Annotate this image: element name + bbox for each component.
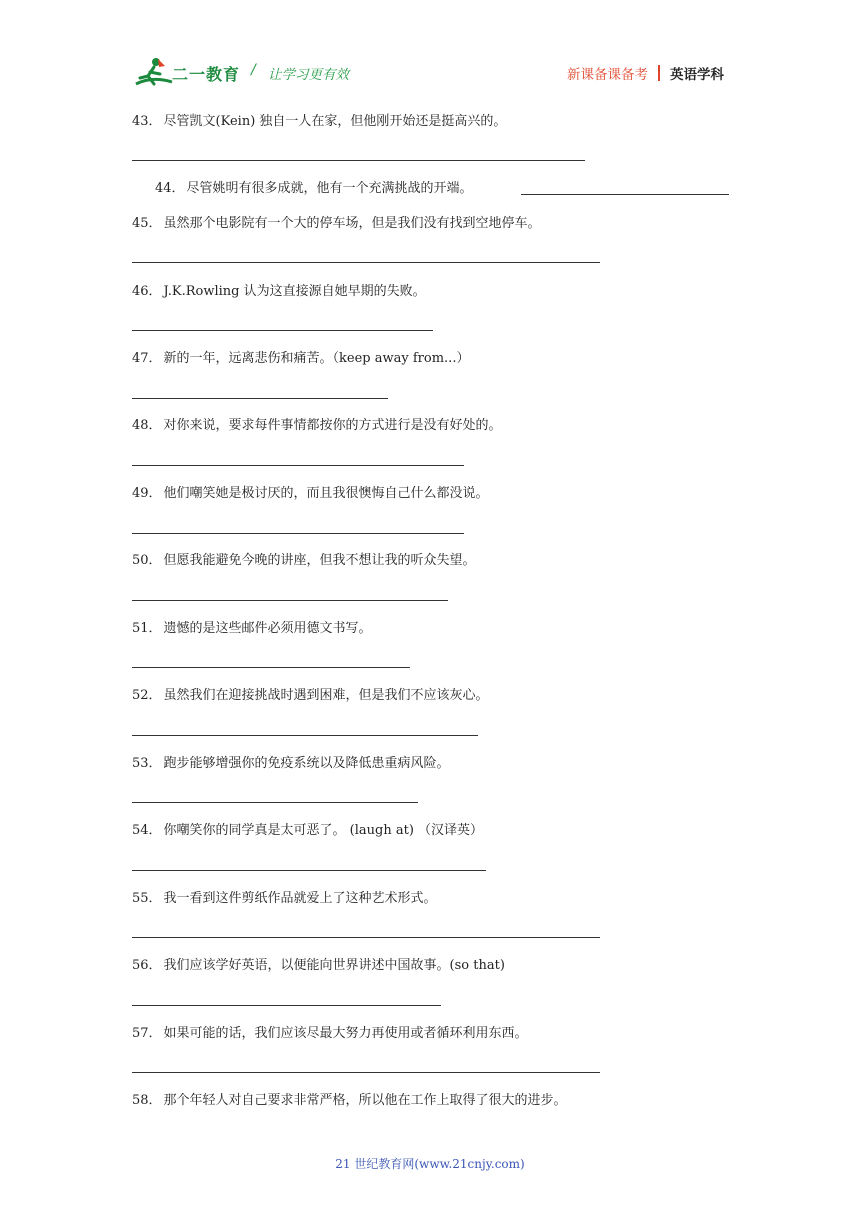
question-57: [132, 1025, 528, 1043]
page-footer: 21 世纪教育网(www.21cnjy.com): [335, 1157, 525, 1171]
question-53: [132, 755, 450, 773]
answer-line-54[interactable]: [132, 870, 486, 871]
header-right: [567, 63, 724, 83]
question-45: [132, 215, 541, 233]
question-number: 43．: [132, 114, 162, 129]
question-46: [132, 283, 426, 301]
question-number: 50．: [132, 553, 162, 568]
answer-line-53[interactable]: [132, 802, 418, 803]
answer-line-45[interactable]: [132, 262, 600, 263]
question-text: 我们应该学好英语，以便能向世界讲述中国故事。(so that): [163, 958, 505, 973]
question-number: 46．: [132, 284, 162, 299]
answer-line-43[interactable]: [132, 160, 585, 161]
header-divider: [658, 65, 660, 81]
question-number: 56．: [132, 958, 162, 973]
logo-text: 二一教育: [172, 65, 241, 84]
answer-line-56[interactable]: [132, 1005, 441, 1006]
question-text: 尽管凯文(Kein) 独自一人在家，但他刚开始还是挺高兴的。: [163, 114, 507, 129]
answer-line-47[interactable]: [132, 398, 388, 399]
answer-line-51[interactable]: [132, 667, 410, 668]
question-text: 新的一年，远离悲伤和痛苦。（keep away from...）: [163, 351, 470, 366]
question-text: 虽然那个电影院有一个大的停车场，但是我们没有找到空地停车。: [163, 216, 541, 231]
answer-line-48[interactable]: [132, 465, 464, 466]
slogan: 让学习更有效: [268, 67, 349, 83]
answer-line-46[interactable]: [132, 330, 433, 331]
answer-line-57[interactable]: [132, 1072, 600, 1073]
question-number: 58．: [132, 1093, 162, 1108]
question-text: 尽管姚明有很多成就，他有一个充满挑战的开端。: [186, 181, 473, 196]
question-text: 如果可能的话，我们应该尽最大努力再使用或者循环利用东西。: [163, 1026, 528, 1041]
answer-line-52[interactable]: [132, 735, 478, 736]
question-text: 那个年轻人对自己要求非常严格，所以他在工作上取得了很大的进步。: [163, 1093, 567, 1108]
subject-label: 英语学科: [670, 67, 724, 83]
question-text: 遗憾的是这些邮件必须用德文书写。: [163, 621, 372, 636]
course-label: 新课备课备考: [567, 67, 648, 83]
question-54: [132, 822, 483, 840]
question-51: [132, 620, 372, 638]
question-text: 跑步能够增强你的免疫系统以及降低患重病风险。: [163, 756, 450, 771]
question-number: 57．: [132, 1026, 162, 1041]
question-52: [132, 687, 489, 705]
question-text: 虽然我们在迎接挑战时遇到困难，但是我们不应该灰心。: [163, 688, 489, 703]
question-text: 你嘲笑你的同学真是太可恶了。 (laugh at) （汉译英）: [163, 823, 484, 838]
question-number: 54．: [132, 823, 162, 838]
answer-line-50[interactable]: [132, 600, 448, 601]
question-number: 45．: [132, 216, 162, 231]
question-50: [132, 552, 476, 570]
question-number: 51．: [132, 621, 162, 636]
question-47: [132, 350, 469, 368]
question-text: 但愿我能避免今晚的讲座，但我不想让我的听众失望。: [163, 553, 476, 568]
question-number: 47．: [132, 351, 162, 366]
question-number: 48．: [132, 418, 162, 433]
question-number: 49．: [132, 486, 162, 501]
question-text: 他们嘲笑她是极讨厌的，而且我很懊悔自己什么都没说。: [163, 486, 489, 501]
question-55: [132, 890, 437, 908]
question-56: [132, 957, 505, 975]
question-48: [132, 417, 502, 435]
question-number: 53．: [132, 756, 162, 771]
question-text: J.K.Rowling 认为这直接源自她早期的失败。: [163, 284, 426, 299]
page-header: [0, 0, 860, 100]
question-text: 我一看到这件剪纸作品就爱上了这种艺术形式。: [163, 891, 437, 906]
question-number: 44．: [155, 181, 185, 196]
slogan-divider: /: [251, 62, 256, 78]
answer-line-44[interactable]: [521, 194, 729, 195]
question-43: [132, 113, 506, 131]
question-number: 55．: [132, 891, 162, 906]
question-49: [132, 485, 489, 503]
question-text: 对你来说，要求每件事情都按你的方式进行是没有好处的。: [163, 418, 502, 433]
question-number: 52．: [132, 688, 162, 703]
question-44: [155, 180, 473, 198]
answer-line-49[interactable]: [132, 533, 464, 534]
answer-line-55[interactable]: [132, 937, 600, 938]
question-58: [132, 1092, 567, 1110]
